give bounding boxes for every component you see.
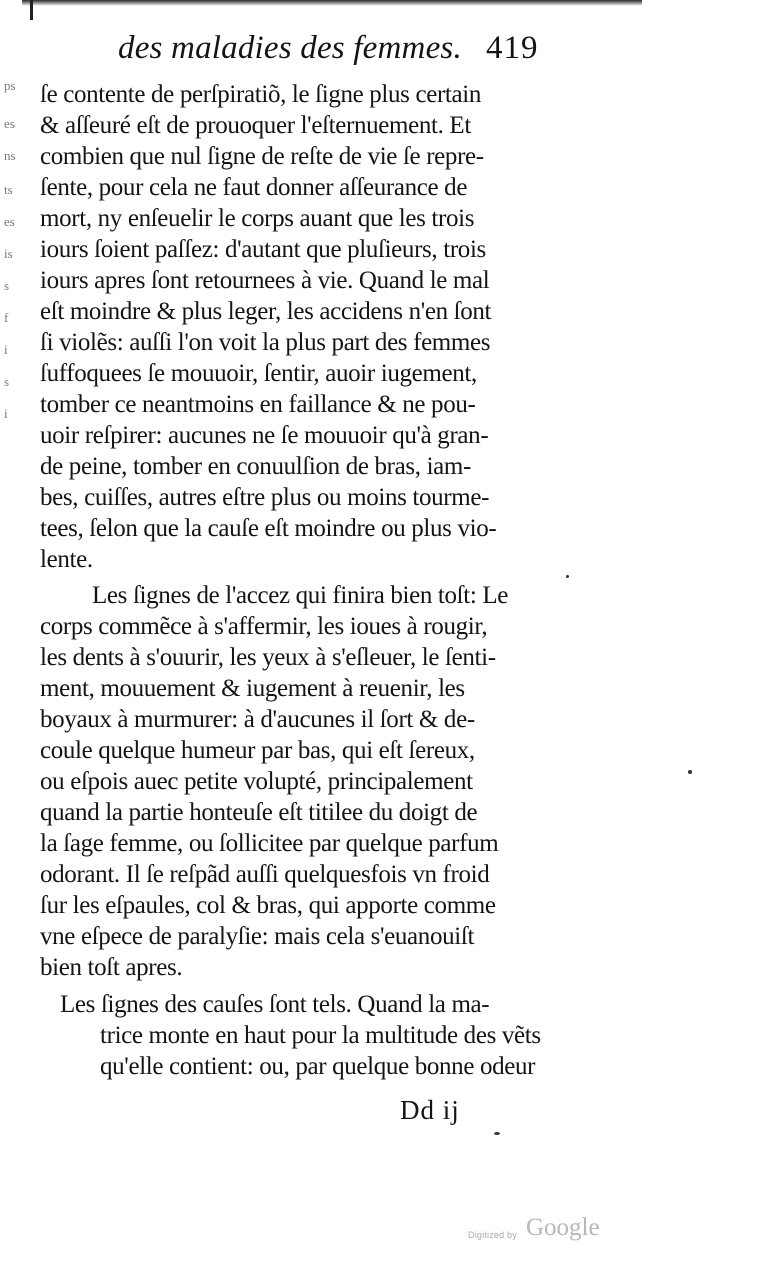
google-logo: Google <box>526 1214 600 1241</box>
bleed-mark: s <box>4 278 10 293</box>
bleed-mark: s <box>4 374 10 389</box>
text-line: ſe contente de perſpiratiõ, le ſigne plus certain <box>40 81 482 108</box>
page-number: 419 <box>486 30 539 66</box>
text-line: vne eſpece de paralyſie: mais cela s'euanouiſt <box>40 923 475 950</box>
text-line: tees, ſelon que la cauſe eſt moindre ou plus vio- <box>40 515 497 542</box>
bleed-mark: ts <box>4 182 13 197</box>
text-line: iours ſoient paſſez: d'autant que pluſieurs, trois <box>40 236 486 263</box>
bleed-mark: es <box>4 116 15 131</box>
ink-speck <box>494 1132 500 1135</box>
digitized-by-label: Digitized by <box>468 1230 517 1240</box>
text-line: & aſſeuré eſt de prouoquer l'eſternuement. Et <box>40 112 471 139</box>
body-text <box>40 0 600 1280</box>
text-line: les dents à s'ouurir, les yeux à s'eſleuer, le ſenti- <box>40 644 496 671</box>
paragraph-start-line: Les ſignes des cauſes ſont tels. Quand la ma- <box>60 991 490 1018</box>
text-line: iours apres ſont retournees à vie. Quand le mal <box>40 267 490 294</box>
text-line: ment, mouuement & iugement à reuenir, les <box>40 675 465 702</box>
text-line: ſi violẽs: auſſi l'on voit la plus part des femmes <box>40 329 491 356</box>
bleed-mark: f <box>4 310 9 325</box>
bleed-mark: is <box>4 246 13 261</box>
margin-bleed-through <box>4 78 26 438</box>
text-line: ſur les eſpaules, col & bras, qui apporte comme <box>40 892 496 919</box>
text-line: uoir reſpirer: aucunes ne ſe mouuoir qu'à gran- <box>40 422 489 449</box>
text-line: mort, ny enſeuelir le corps auant que les trois <box>40 205 475 232</box>
bleed-mark: i <box>4 342 8 357</box>
bleed-mark: i <box>4 406 8 421</box>
page-corner-mark <box>30 0 33 20</box>
text-line: ſuffoquees ſe mouuoir, ſentir, auoir iugement, <box>40 360 477 387</box>
text-line: combien que nul ſigne de reſte de vie ſe repre- <box>40 143 484 170</box>
text-line: qu'elle contient: ou, par quelque bonne odeur <box>100 1053 536 1080</box>
text-line: coule quelque humeur par bas, qui eſt ſereux, <box>40 737 475 764</box>
text-line: la ſage femme, ou ſollicitee par quelque parfum <box>40 830 499 857</box>
paragraph-start-line: Les ſignes de l'accez qui finira bien toſt: Le <box>92 582 509 609</box>
text-line: ſente, pour cela ne faut donner aſſeurance de <box>40 174 468 201</box>
text-line: tomber ce neantmoins en faillance & ne pou- <box>40 391 476 418</box>
text-line: ou eſpois auec petite volupté, principalement <box>40 768 473 795</box>
text-line: quand la partie honteuſe eſt titilee du doigt de <box>40 799 478 826</box>
running-title: des maladies des femmes. <box>118 30 462 66</box>
text-line: bes, cuiſſes, autres eſtre plus ou moins tourme- <box>40 484 490 511</box>
text-line: odorant. Il ſe reſpãd auſſi quelquesfois vn froid <box>40 861 490 888</box>
digitized-watermark <box>468 1214 628 1248</box>
text-line: de peine, tomber en conuulſion de bras, iam- <box>40 453 471 480</box>
text-line: bien toſt apres. <box>40 954 183 981</box>
ink-speck <box>688 770 692 774</box>
bleed-mark: es <box>4 214 15 229</box>
text-line: corps commẽce à s'affermir, les ioues à rougir, <box>40 613 488 640</box>
signature-mark: Dd ij <box>400 1095 460 1125</box>
text-line: eſt moindre & plus leger, les accidens n'en ſont <box>40 298 492 325</box>
text-line: boyaux à murmurer: à d'aucunes il ſort & de- <box>40 706 475 733</box>
ink-speck <box>566 575 569 578</box>
text-line: lente. <box>40 546 93 573</box>
bleed-mark: ns <box>4 148 16 163</box>
bleed-mark: ps <box>4 78 16 93</box>
text-line: trice monte en haut pour la multitude des vẽts <box>100 1022 541 1049</box>
